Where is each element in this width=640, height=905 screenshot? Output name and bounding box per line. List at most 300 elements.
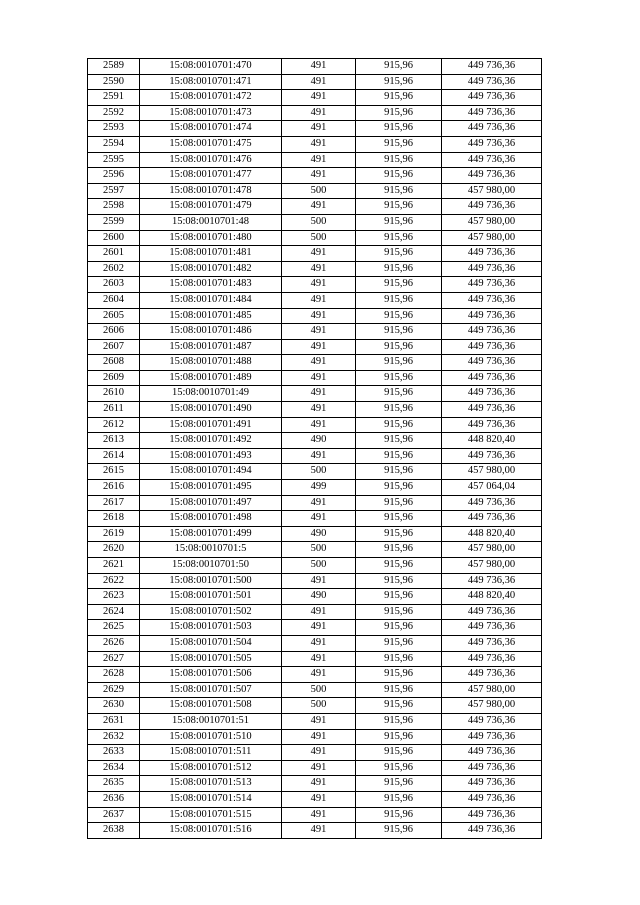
area-cell: 490 bbox=[282, 526, 356, 542]
row-number-cell: 2591 bbox=[88, 90, 140, 106]
unit-price-cell: 915,96 bbox=[356, 542, 442, 558]
cadastral-cost-cell: 449 736,36 bbox=[442, 823, 542, 839]
cadastral-number-cell: 15:08:0010701:486 bbox=[140, 324, 282, 340]
cadastral-number-cell: 15:08:0010701:512 bbox=[140, 760, 282, 776]
table-row bbox=[88, 448, 542, 464]
cadastral-number-cell: 15:08:0010701:479 bbox=[140, 199, 282, 215]
table-row bbox=[88, 558, 542, 574]
row-number-cell: 2637 bbox=[88, 807, 140, 823]
table-row bbox=[88, 386, 542, 402]
unit-price-cell: 915,96 bbox=[356, 121, 442, 137]
cadastral-number-cell: 15:08:0010701:478 bbox=[140, 183, 282, 199]
area-cell: 491 bbox=[282, 105, 356, 121]
cadastral-cost-cell: 449 736,36 bbox=[442, 402, 542, 418]
cadastral-cost-cell: 449 736,36 bbox=[442, 573, 542, 589]
unit-price-cell: 915,96 bbox=[356, 339, 442, 355]
cadastral-number-cell: 15:08:0010701:50 bbox=[140, 558, 282, 574]
row-number-cell: 2603 bbox=[88, 277, 140, 293]
unit-price-cell: 915,96 bbox=[356, 74, 442, 90]
unit-price-cell: 915,96 bbox=[356, 698, 442, 714]
cadastral-cost-cell: 449 736,36 bbox=[442, 511, 542, 527]
area-cell: 491 bbox=[282, 791, 356, 807]
cadastral-cost-cell: 449 736,36 bbox=[442, 324, 542, 340]
cadastral-cost-cell: 449 736,36 bbox=[442, 386, 542, 402]
table-row bbox=[88, 324, 542, 340]
cadastral-cost-cell: 449 736,36 bbox=[442, 495, 542, 511]
table-row bbox=[88, 339, 542, 355]
area-cell: 491 bbox=[282, 760, 356, 776]
cadastral-cost-cell: 449 736,36 bbox=[442, 292, 542, 308]
table-row bbox=[88, 230, 542, 246]
area-cell: 490 bbox=[282, 589, 356, 605]
table-row bbox=[88, 168, 542, 184]
cadastral-number-cell: 15:08:0010701:506 bbox=[140, 667, 282, 683]
row-number-cell: 2630 bbox=[88, 698, 140, 714]
cadastral-cost-cell: 449 736,36 bbox=[442, 355, 542, 371]
cadastral-number-cell: 15:08:0010701:470 bbox=[140, 59, 282, 75]
unit-price-cell: 915,96 bbox=[356, 464, 442, 480]
table-row bbox=[88, 59, 542, 75]
table-row bbox=[88, 199, 542, 215]
row-number-cell: 2592 bbox=[88, 105, 140, 121]
cadastral-cost-cell: 449 736,36 bbox=[442, 651, 542, 667]
cadastral-cost-cell: 457 980,00 bbox=[442, 464, 542, 480]
table-row bbox=[88, 464, 542, 480]
table-row bbox=[88, 620, 542, 636]
cadastral-number-cell: 15:08:0010701:510 bbox=[140, 729, 282, 745]
unit-price-cell: 915,96 bbox=[356, 573, 442, 589]
row-number-cell: 2594 bbox=[88, 136, 140, 152]
row-number-cell: 2595 bbox=[88, 152, 140, 168]
table-row bbox=[88, 760, 542, 776]
table-row bbox=[88, 745, 542, 761]
cadastral-cost-cell: 449 736,36 bbox=[442, 136, 542, 152]
cadastral-number-cell: 15:08:0010701:483 bbox=[140, 277, 282, 293]
cadastral-cost-cell: 449 736,36 bbox=[442, 370, 542, 386]
unit-price-cell: 915,96 bbox=[356, 589, 442, 605]
table-row bbox=[88, 589, 542, 605]
row-number-cell: 2607 bbox=[88, 339, 140, 355]
cadastral-number-cell: 15:08:0010701:501 bbox=[140, 589, 282, 605]
cadastral-number-cell: 15:08:0010701:472 bbox=[140, 90, 282, 106]
row-number-cell: 2596 bbox=[88, 168, 140, 184]
row-number-cell: 2616 bbox=[88, 480, 140, 496]
table-row bbox=[88, 74, 542, 90]
cadastral-number-cell: 15:08:0010701:482 bbox=[140, 261, 282, 277]
unit-price-cell: 915,96 bbox=[356, 230, 442, 246]
cadastral-cost-cell: 457 980,00 bbox=[442, 183, 542, 199]
cadastral-number-cell: 15:08:0010701:499 bbox=[140, 526, 282, 542]
cadastral-cost-cell: 449 736,36 bbox=[442, 667, 542, 683]
row-number-cell: 2620 bbox=[88, 542, 140, 558]
row-number-cell: 2589 bbox=[88, 59, 140, 75]
unit-price-cell: 915,96 bbox=[356, 760, 442, 776]
unit-price-cell: 915,96 bbox=[356, 152, 442, 168]
cadastral-cost-cell: 457 064,04 bbox=[442, 480, 542, 496]
row-number-cell: 2626 bbox=[88, 635, 140, 651]
cadastral-cost-cell: 449 736,36 bbox=[442, 199, 542, 215]
table-row bbox=[88, 698, 542, 714]
cadastral-number-cell: 15:08:0010701:48 bbox=[140, 214, 282, 230]
area-cell: 499 bbox=[282, 480, 356, 496]
table-row bbox=[88, 105, 542, 121]
row-number-cell: 2627 bbox=[88, 651, 140, 667]
area-cell: 491 bbox=[282, 776, 356, 792]
table-row bbox=[88, 480, 542, 496]
unit-price-cell: 915,96 bbox=[356, 682, 442, 698]
unit-price-cell: 915,96 bbox=[356, 277, 442, 293]
area-cell: 491 bbox=[282, 495, 356, 511]
area-cell: 491 bbox=[282, 355, 356, 371]
row-number-cell: 2602 bbox=[88, 261, 140, 277]
area-cell: 491 bbox=[282, 573, 356, 589]
table-row bbox=[88, 791, 542, 807]
area-cell: 491 bbox=[282, 168, 356, 184]
unit-price-cell: 915,96 bbox=[356, 324, 442, 340]
area-cell: 491 bbox=[282, 604, 356, 620]
unit-price-cell: 915,96 bbox=[356, 620, 442, 636]
area-cell: 500 bbox=[282, 464, 356, 480]
cadastral-cost-cell: 449 736,36 bbox=[442, 620, 542, 636]
cadastral-cost-cell: 449 736,36 bbox=[442, 448, 542, 464]
area-cell: 491 bbox=[282, 277, 356, 293]
cadastral-number-cell: 15:08:0010701:473 bbox=[140, 105, 282, 121]
area-cell: 491 bbox=[282, 635, 356, 651]
row-number-cell: 2613 bbox=[88, 433, 140, 449]
unit-price-cell: 915,96 bbox=[356, 386, 442, 402]
row-number-cell: 2600 bbox=[88, 230, 140, 246]
cadastral-cost-cell: 449 736,36 bbox=[442, 604, 542, 620]
area-cell: 491 bbox=[282, 713, 356, 729]
unit-price-cell: 915,96 bbox=[356, 667, 442, 683]
row-number-cell: 2628 bbox=[88, 667, 140, 683]
table-row bbox=[88, 573, 542, 589]
unit-price-cell: 915,96 bbox=[356, 635, 442, 651]
area-cell: 491 bbox=[282, 745, 356, 761]
area-cell: 500 bbox=[282, 558, 356, 574]
row-number-cell: 2611 bbox=[88, 402, 140, 418]
unit-price-cell: 915,96 bbox=[356, 417, 442, 433]
unit-price-cell: 915,96 bbox=[356, 59, 442, 75]
cadastral-number-cell: 15:08:0010701:475 bbox=[140, 136, 282, 152]
table-row bbox=[88, 183, 542, 199]
unit-price-cell: 915,96 bbox=[356, 214, 442, 230]
table-row bbox=[88, 277, 542, 293]
row-number-cell: 2590 bbox=[88, 74, 140, 90]
row-number-cell: 2633 bbox=[88, 745, 140, 761]
row-number-cell: 2625 bbox=[88, 620, 140, 636]
row-number-cell: 2618 bbox=[88, 511, 140, 527]
row-number-cell: 2608 bbox=[88, 355, 140, 371]
cadastral-number-cell: 15:08:0010701:484 bbox=[140, 292, 282, 308]
cadastral-cost-cell: 457 980,00 bbox=[442, 682, 542, 698]
area-cell: 500 bbox=[282, 183, 356, 199]
cadastral-cost-cell: 449 736,36 bbox=[442, 121, 542, 137]
cadastral-cost-cell: 449 736,36 bbox=[442, 261, 542, 277]
cadastral-number-cell: 15:08:0010701:480 bbox=[140, 230, 282, 246]
cadastral-number-cell: 15:08:0010701:491 bbox=[140, 417, 282, 433]
row-number-cell: 2598 bbox=[88, 199, 140, 215]
unit-price-cell: 915,96 bbox=[356, 776, 442, 792]
area-cell: 500 bbox=[282, 230, 356, 246]
cadastral-cost-cell: 457 980,00 bbox=[442, 542, 542, 558]
table-row bbox=[88, 807, 542, 823]
cadastral-number-cell: 15:08:0010701:476 bbox=[140, 152, 282, 168]
area-cell: 491 bbox=[282, 292, 356, 308]
unit-price-cell: 915,96 bbox=[356, 745, 442, 761]
row-number-cell: 2622 bbox=[88, 573, 140, 589]
table-row bbox=[88, 511, 542, 527]
cadastral-number-cell: 15:08:0010701:490 bbox=[140, 402, 282, 418]
cadastral-cost-cell: 449 736,36 bbox=[442, 105, 542, 121]
cadastral-cost-cell: 457 980,00 bbox=[442, 214, 542, 230]
unit-price-cell: 915,96 bbox=[356, 495, 442, 511]
area-cell: 500 bbox=[282, 682, 356, 698]
row-number-cell: 2614 bbox=[88, 448, 140, 464]
land-plot-table bbox=[87, 58, 542, 839]
table-row bbox=[88, 651, 542, 667]
cadastral-cost-cell: 449 736,36 bbox=[442, 635, 542, 651]
area-cell: 491 bbox=[282, 823, 356, 839]
cadastral-number-cell: 15:08:0010701:508 bbox=[140, 698, 282, 714]
table-row bbox=[88, 635, 542, 651]
cadastral-number-cell: 15:08:0010701:503 bbox=[140, 620, 282, 636]
row-number-cell: 2636 bbox=[88, 791, 140, 807]
table-row bbox=[88, 292, 542, 308]
cadastral-number-cell: 15:08:0010701:516 bbox=[140, 823, 282, 839]
table-row bbox=[88, 604, 542, 620]
row-number-cell: 2604 bbox=[88, 292, 140, 308]
cadastral-cost-cell: 449 736,36 bbox=[442, 339, 542, 355]
cadastral-number-cell: 15:08:0010701:49 bbox=[140, 386, 282, 402]
table-row bbox=[88, 729, 542, 745]
unit-price-cell: 915,96 bbox=[356, 807, 442, 823]
area-cell: 491 bbox=[282, 729, 356, 745]
area-cell: 491 bbox=[282, 386, 356, 402]
area-cell: 491 bbox=[282, 261, 356, 277]
cadastral-number-cell: 15:08:0010701:497 bbox=[140, 495, 282, 511]
cadastral-number-cell: 15:08:0010701:514 bbox=[140, 791, 282, 807]
area-cell: 491 bbox=[282, 121, 356, 137]
area-cell: 491 bbox=[282, 308, 356, 324]
cadastral-number-cell: 15:08:0010701:511 bbox=[140, 745, 282, 761]
cadastral-number-cell: 15:08:0010701:474 bbox=[140, 121, 282, 137]
cadastral-cost-cell: 449 736,36 bbox=[442, 791, 542, 807]
cadastral-number-cell: 15:08:0010701:471 bbox=[140, 74, 282, 90]
cadastral-number-cell: 15:08:0010701:487 bbox=[140, 339, 282, 355]
row-number-cell: 2597 bbox=[88, 183, 140, 199]
unit-price-cell: 915,96 bbox=[356, 713, 442, 729]
table-row bbox=[88, 246, 542, 262]
unit-price-cell: 915,96 bbox=[356, 292, 442, 308]
area-cell: 491 bbox=[282, 59, 356, 75]
unit-price-cell: 915,96 bbox=[356, 651, 442, 667]
table-row bbox=[88, 308, 542, 324]
cadastral-cost-cell: 449 736,36 bbox=[442, 729, 542, 745]
cadastral-cost-cell: 449 736,36 bbox=[442, 152, 542, 168]
area-cell: 491 bbox=[282, 136, 356, 152]
row-number-cell: 2629 bbox=[88, 682, 140, 698]
area-cell: 491 bbox=[282, 651, 356, 667]
cadastral-cost-cell: 457 980,00 bbox=[442, 698, 542, 714]
cadastral-number-cell: 15:08:0010701:5 bbox=[140, 542, 282, 558]
table-row bbox=[88, 776, 542, 792]
table-row bbox=[88, 417, 542, 433]
unit-price-cell: 915,96 bbox=[356, 480, 442, 496]
unit-price-cell: 915,96 bbox=[356, 823, 442, 839]
table-row bbox=[88, 90, 542, 106]
unit-price-cell: 915,96 bbox=[356, 370, 442, 386]
cadastral-number-cell: 15:08:0010701:485 bbox=[140, 308, 282, 324]
cadastral-number-cell: 15:08:0010701:502 bbox=[140, 604, 282, 620]
unit-price-cell: 915,96 bbox=[356, 526, 442, 542]
unit-price-cell: 915,96 bbox=[356, 199, 442, 215]
table-body bbox=[88, 59, 542, 839]
row-number-cell: 2635 bbox=[88, 776, 140, 792]
unit-price-cell: 915,96 bbox=[356, 183, 442, 199]
table-row bbox=[88, 261, 542, 277]
cadastral-number-cell: 15:08:0010701:515 bbox=[140, 807, 282, 823]
row-number-cell: 2624 bbox=[88, 604, 140, 620]
area-cell: 500 bbox=[282, 214, 356, 230]
cadastral-cost-cell: 448 820,40 bbox=[442, 526, 542, 542]
unit-price-cell: 915,96 bbox=[356, 433, 442, 449]
table-row bbox=[88, 121, 542, 137]
unit-price-cell: 915,96 bbox=[356, 246, 442, 262]
table-row bbox=[88, 433, 542, 449]
cadastral-cost-cell: 449 736,36 bbox=[442, 745, 542, 761]
table-row bbox=[88, 526, 542, 542]
area-cell: 500 bbox=[282, 542, 356, 558]
row-number-cell: 2606 bbox=[88, 324, 140, 340]
row-number-cell: 2632 bbox=[88, 729, 140, 745]
unit-price-cell: 915,96 bbox=[356, 105, 442, 121]
cadastral-number-cell: 15:08:0010701:500 bbox=[140, 573, 282, 589]
row-number-cell: 2609 bbox=[88, 370, 140, 386]
row-number-cell: 2631 bbox=[88, 713, 140, 729]
cadastral-cost-cell: 449 736,36 bbox=[442, 308, 542, 324]
table-row bbox=[88, 370, 542, 386]
area-cell: 491 bbox=[282, 511, 356, 527]
cadastral-number-cell: 15:08:0010701:498 bbox=[140, 511, 282, 527]
cadastral-number-cell: 15:08:0010701:489 bbox=[140, 370, 282, 386]
cadastral-cost-cell: 457 980,00 bbox=[442, 558, 542, 574]
area-cell: 491 bbox=[282, 339, 356, 355]
cadastral-number-cell: 15:08:0010701:492 bbox=[140, 433, 282, 449]
table-row bbox=[88, 542, 542, 558]
area-cell: 491 bbox=[282, 807, 356, 823]
unit-price-cell: 915,96 bbox=[356, 168, 442, 184]
table-row bbox=[88, 495, 542, 511]
cadastral-number-cell: 15:08:0010701:51 bbox=[140, 713, 282, 729]
area-cell: 491 bbox=[282, 199, 356, 215]
unit-price-cell: 915,96 bbox=[356, 136, 442, 152]
area-cell: 491 bbox=[282, 90, 356, 106]
cadastral-cost-cell: 449 736,36 bbox=[442, 74, 542, 90]
cadastral-number-cell: 15:08:0010701:507 bbox=[140, 682, 282, 698]
row-number-cell: 2617 bbox=[88, 495, 140, 511]
cadastral-number-cell: 15:08:0010701:493 bbox=[140, 448, 282, 464]
unit-price-cell: 915,96 bbox=[356, 261, 442, 277]
unit-price-cell: 915,96 bbox=[356, 90, 442, 106]
area-cell: 491 bbox=[282, 620, 356, 636]
row-number-cell: 2610 bbox=[88, 386, 140, 402]
area-cell: 491 bbox=[282, 324, 356, 340]
area-cell: 490 bbox=[282, 433, 356, 449]
row-number-cell: 2599 bbox=[88, 214, 140, 230]
unit-price-cell: 915,96 bbox=[356, 604, 442, 620]
table-row bbox=[88, 136, 542, 152]
cadastral-number-cell: 15:08:0010701:494 bbox=[140, 464, 282, 480]
cadastral-cost-cell: 449 736,36 bbox=[442, 760, 542, 776]
cadastral-number-cell: 15:08:0010701:504 bbox=[140, 635, 282, 651]
cadastral-cost-cell: 449 736,36 bbox=[442, 277, 542, 293]
row-number-cell: 2634 bbox=[88, 760, 140, 776]
cadastral-cost-cell: 449 736,36 bbox=[442, 59, 542, 75]
row-number-cell: 2593 bbox=[88, 121, 140, 137]
cadastral-number-cell: 15:08:0010701:495 bbox=[140, 480, 282, 496]
table-row bbox=[88, 152, 542, 168]
area-cell: 491 bbox=[282, 152, 356, 168]
cadastral-cost-cell: 449 736,36 bbox=[442, 168, 542, 184]
area-cell: 500 bbox=[282, 698, 356, 714]
unit-price-cell: 915,96 bbox=[356, 729, 442, 745]
table-row bbox=[88, 355, 542, 371]
area-cell: 491 bbox=[282, 448, 356, 464]
row-number-cell: 2619 bbox=[88, 526, 140, 542]
cadastral-cost-cell: 448 820,40 bbox=[442, 589, 542, 605]
cadastral-number-cell: 15:08:0010701:477 bbox=[140, 168, 282, 184]
area-cell: 491 bbox=[282, 370, 356, 386]
cadastral-cost-cell: 449 736,36 bbox=[442, 417, 542, 433]
row-number-cell: 2623 bbox=[88, 589, 140, 605]
row-number-cell: 2638 bbox=[88, 823, 140, 839]
cadastral-number-cell: 15:08:0010701:481 bbox=[140, 246, 282, 262]
cadastral-cost-cell: 448 820,40 bbox=[442, 433, 542, 449]
area-cell: 491 bbox=[282, 667, 356, 683]
cadastral-cost-cell: 449 736,36 bbox=[442, 246, 542, 262]
table-row bbox=[88, 713, 542, 729]
area-cell: 491 bbox=[282, 402, 356, 418]
unit-price-cell: 915,96 bbox=[356, 355, 442, 371]
cadastral-cost-cell: 457 980,00 bbox=[442, 230, 542, 246]
cadastral-cost-cell: 449 736,36 bbox=[442, 713, 542, 729]
cadastral-cost-cell: 449 736,36 bbox=[442, 90, 542, 106]
unit-price-cell: 915,96 bbox=[356, 791, 442, 807]
table-row bbox=[88, 402, 542, 418]
unit-price-cell: 915,96 bbox=[356, 402, 442, 418]
cadastral-cost-cell: 449 736,36 bbox=[442, 776, 542, 792]
cadastral-number-cell: 15:08:0010701:505 bbox=[140, 651, 282, 667]
area-cell: 491 bbox=[282, 74, 356, 90]
row-number-cell: 2615 bbox=[88, 464, 140, 480]
area-cell: 491 bbox=[282, 417, 356, 433]
row-number-cell: 2621 bbox=[88, 558, 140, 574]
cadastral-number-cell: 15:08:0010701:488 bbox=[140, 355, 282, 371]
unit-price-cell: 915,96 bbox=[356, 308, 442, 324]
cadastral-number-cell: 15:08:0010701:513 bbox=[140, 776, 282, 792]
unit-price-cell: 915,96 bbox=[356, 558, 442, 574]
table-row bbox=[88, 214, 542, 230]
row-number-cell: 2605 bbox=[88, 308, 140, 324]
table-row bbox=[88, 667, 542, 683]
table-row bbox=[88, 823, 542, 839]
row-number-cell: 2601 bbox=[88, 246, 140, 262]
area-cell: 491 bbox=[282, 246, 356, 262]
table-row bbox=[88, 682, 542, 698]
unit-price-cell: 915,96 bbox=[356, 448, 442, 464]
row-number-cell: 2612 bbox=[88, 417, 140, 433]
